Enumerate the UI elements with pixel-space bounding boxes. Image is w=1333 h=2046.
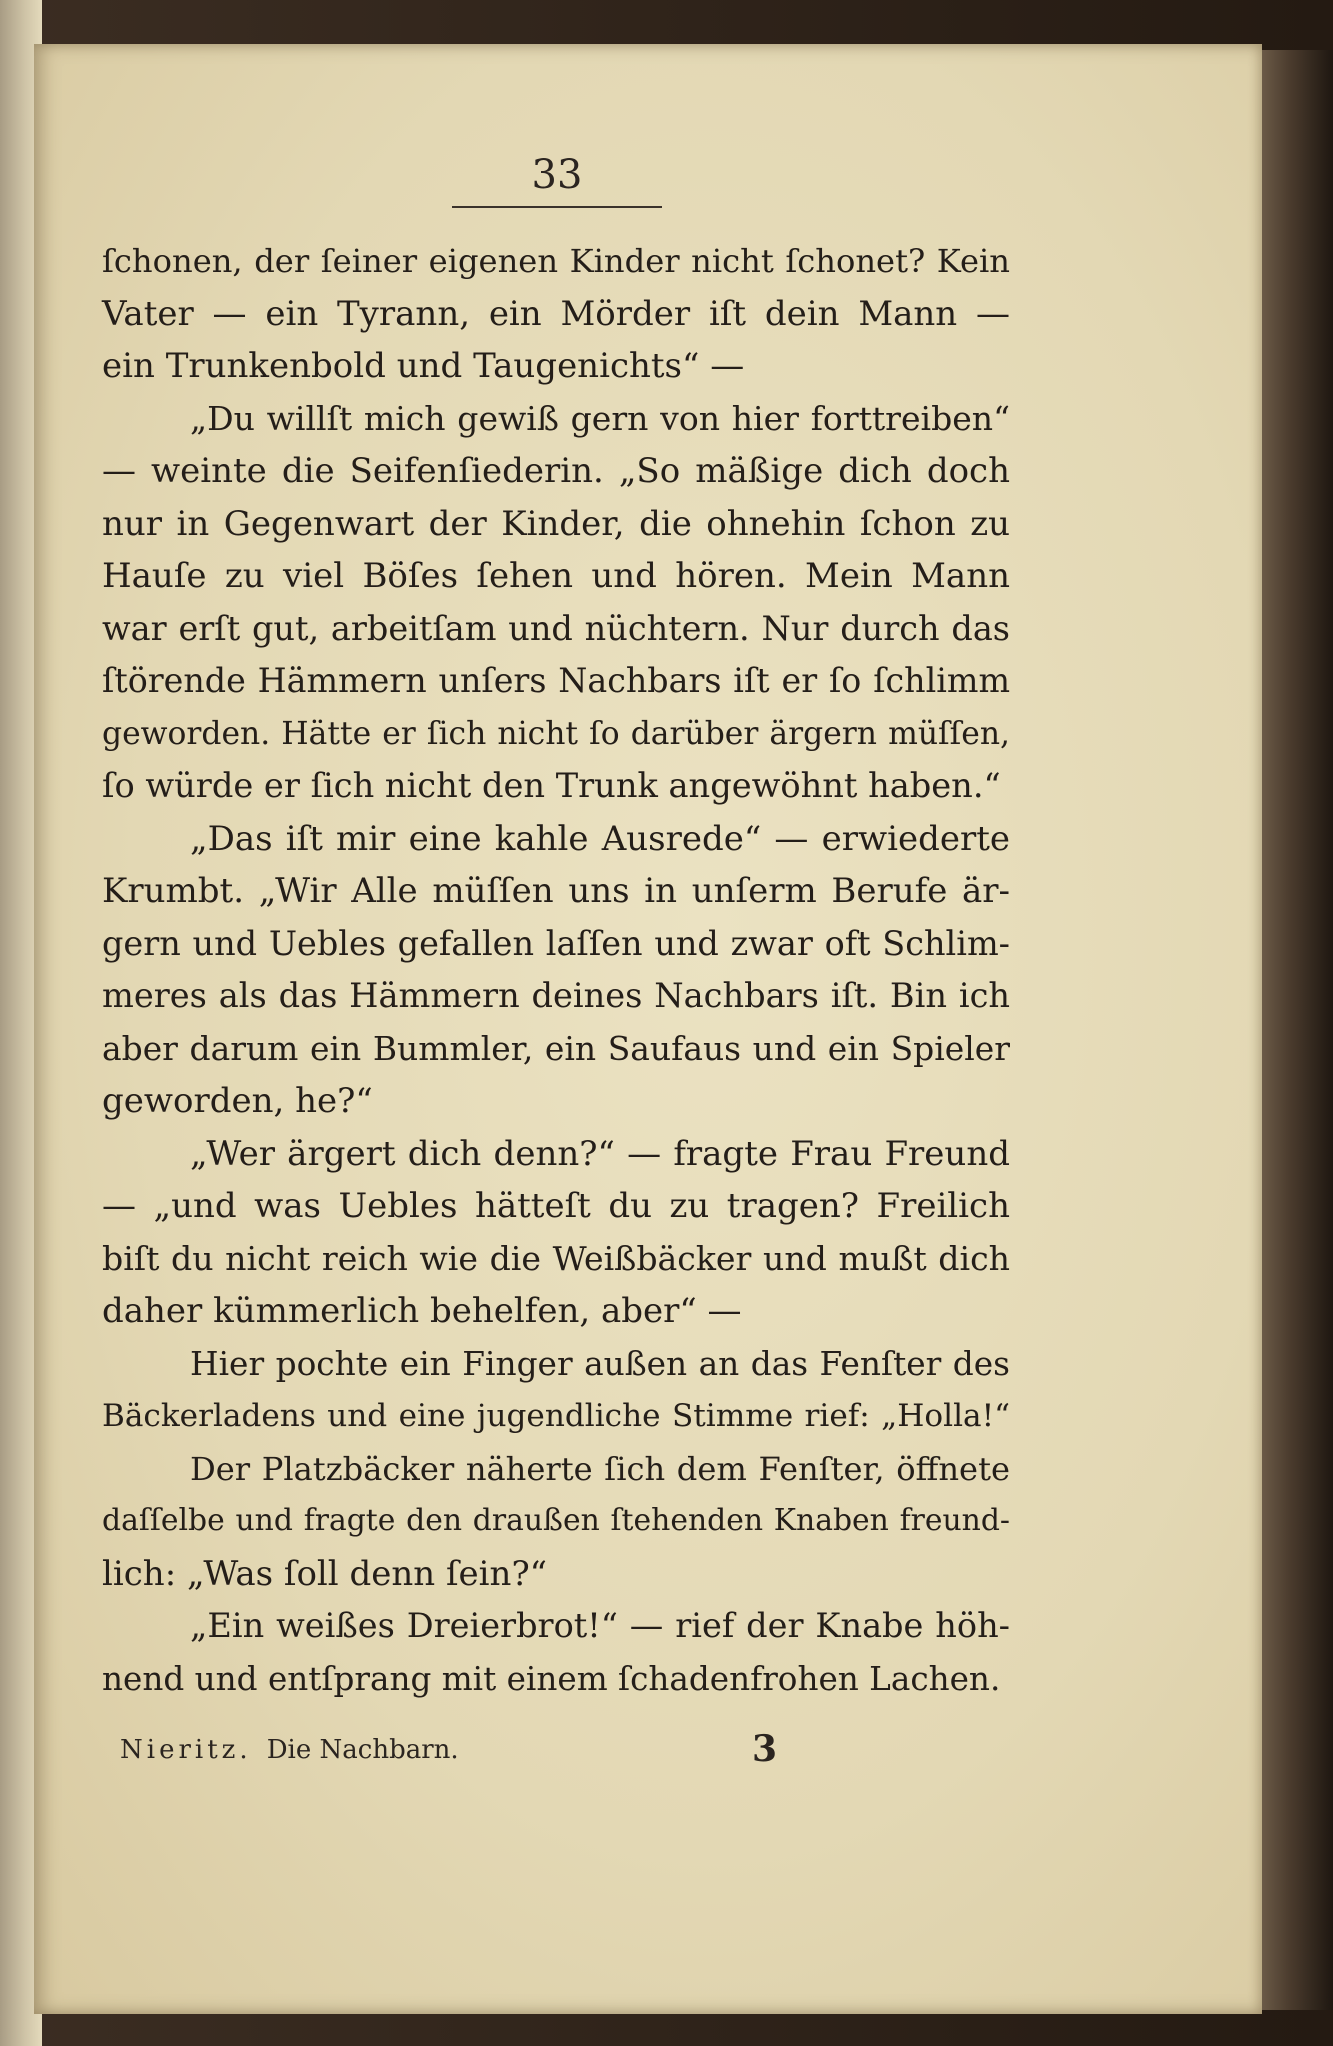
text-line: ſo würde er ſich nicht den Trunk angewöhnt haben.“: [102, 766, 1001, 805]
text-line: — weinte die Seifenſiederin. „So mäßige dich doch: [102, 451, 1010, 491]
text-line: lich: „Was ſoll denn ſein?“: [102, 1553, 548, 1594]
page-footer: [120, 1735, 820, 1785]
text-line: „Ein weißes Dreierbrot!“ — rief der Knabe höh-: [190, 1606, 1010, 1645]
text-line: aber darum ein Bummler, ein Saufaus und ein Spieler: [102, 1028, 1010, 1068]
text-line: nend und entſprang mit einem ſchadenfrohen Lachen.: [102, 1659, 1001, 1698]
text-line: „Wer ärgert dich denn?“ — fragte Frau Freund: [190, 1133, 1010, 1174]
text-line: ſchonen, der ſeiner eigenen Kinder nicht ſchonet? Kein: [102, 242, 1010, 280]
footer-author: Nieritz.: [120, 1735, 252, 1765]
text-line: geworden, he?“: [102, 1081, 373, 1121]
text-line: ſtörende Hämmern unſers Nachbars iſt er ſo ſchlimm: [102, 661, 1010, 700]
text-line: nur in Gegenwart der Kinder, die ohnehin ſchon zu: [102, 503, 1010, 544]
text-line: Der Platzbäcker näherte ſich dem Fenſter, öffnete: [190, 1449, 1010, 1488]
text-line: geworden. Hätte er ſich nicht ſo darüber ärgern müſſen,: [102, 715, 1010, 752]
text-line: ein Trunkenbold und Taugenichts“ —: [102, 346, 745, 386]
footer-title: Die Nachbarn.: [266, 1735, 459, 1765]
book-cover-edge: [1262, 50, 1333, 2010]
text-line: Krumbt. „Wir Alle müſſen uns in unſerm Berufe är-: [102, 871, 1010, 911]
text-line: „Das iſt mir eine kahle Ausrede“ — erwiederte: [190, 818, 1010, 859]
signature-mark: 3: [752, 1728, 778, 1770]
text-line: biſt du nicht reich wie die Weißbäcker und mußt dich: [102, 1238, 1010, 1278]
text-line: — „und was Uebles hätteſt du zu tragen? Freilich: [102, 1186, 1010, 1226]
text-line: „Du willſt mich gewiß gern von hier forttreiben“: [190, 398, 1010, 438]
page-number: 33: [531, 152, 583, 198]
text-line: Vater — ein Tyrann, ein Mörder iſt dein Mann —: [102, 293, 1010, 334]
text-line: daher kümmerlich behelfen, aber“ —: [102, 1291, 742, 1331]
text-line: daſſelbe und fragte den draußen ſtehenden Knaben freund-: [102, 1503, 1010, 1538]
text-line: war erſt gut, arbeitſam und nüchtern. Nur durch das: [102, 608, 1010, 648]
text-line: gern und Uebles gefallen laſſen und zwar oft Schlim-: [102, 923, 1010, 963]
text-line: Hier pochte ein Finger außen an das Fenſter des: [190, 1344, 1010, 1383]
body-text: [102, 235, 1010, 1705]
text-line: meres als das Hämmern deines Nachbars iſt. Bin ich: [102, 976, 1010, 1015]
text-line: Hauſe zu viel Böſes ſehen und hören. Mein Mann: [102, 556, 1010, 596]
page-number-rule: [452, 206, 662, 208]
text-line: Bäckerladens und eine jugendliche Stimme rief: „Holla!“: [102, 1398, 1010, 1434]
